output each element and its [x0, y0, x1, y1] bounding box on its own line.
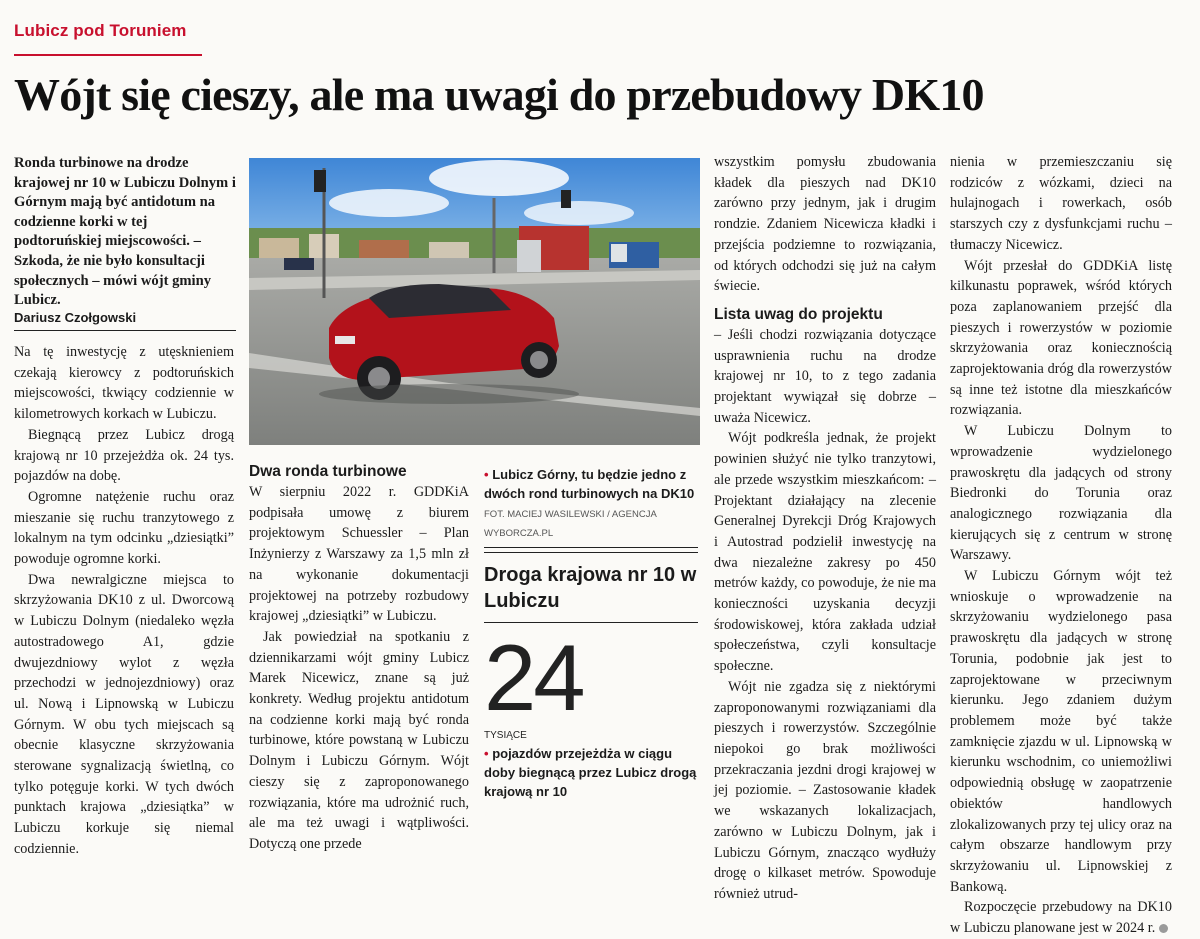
- column-4: [950, 152, 1172, 939]
- photo-credit: FOT. MACIEJ WASILEWSKI / AGENCJA WYBORCZA.PL: [484, 509, 657, 539]
- paragraph: W sierpniu 2022 r. GDDKiA podpisała umowę z biurem projektowym Schuessler – Plan Inżynierzy z Warszawy za 1,5 mln zł na wykonanie dokumentacji projektowej na potrzeby rozbudowy krajowej „dziesiątki” w Lubiczu.: [249, 484, 469, 625]
- section-label: Lubicz pod Toruniem: [14, 21, 187, 40]
- paragraph: Dwa newralgiczne miejsca to skrzyżowania DK10 z ul. Dworcową w Lubiczu Dolnym (niedaleko węzła autostradowego A1, gdzie dwujezdniowy wylot z węzła przechodzi w jednojezdniowy) oraz ul. Nową i Lipnowską w Lubiczu Górnym. W obu tych miejscach są obecnie klasyczne skrzyżowania sterowane sygnalizacją świetlną, co tylko potęguje korki. W tych dwóch punktach krajowa „dziesiątka” w Lubiczu korkuje się niemal codziennie.: [14, 571, 234, 857]
- article-photo: [249, 158, 700, 445]
- headline: Wójt się cieszy, ale ma uwagi do przebudowy DK10: [14, 69, 984, 120]
- column-3: [714, 152, 936, 905]
- photo-caption: [484, 465, 698, 503]
- byline-rule: [14, 330, 236, 331]
- infobox-text: [484, 744, 698, 801]
- paragraph: wszystkim pomysłu zbudowania kładek dla pieszych nad DK10 zarówno przy jednym, jak i drugim rondzie. Zdaniem Nicewicza kładki i przejścia podziemne to rozwiązania, od których odchodzi się już na całym świecie.: [714, 154, 936, 295]
- road-photo-illustration: [249, 158, 700, 445]
- paragraph: W Lubiczu Dolnym to wprowadzenie wydzielonego prawoskrętu dla jadących od strony Biedronki do Torunia oraz analogicznego rozwiązania dla kierujących się z centrum w stronę Warszawy.: [950, 423, 1172, 564]
- infobox-top-rule: [484, 547, 698, 553]
- column-1: [14, 342, 234, 860]
- paragraph: Ogromne natężenie ruchu oraz mieszanie się ruchu tranzytowego z lokalnym na tym odcinku „dziesiątki” powoduje ogromne korki.: [14, 488, 234, 568]
- closing-text: Rozpoczęcie przebudowy na DK10 w Lubiczu planowane jest w 2024 r.: [950, 899, 1172, 937]
- paragraph: [950, 897, 1172, 938]
- infobox-title: Droga krajowa nr 10 w Lubiczu: [484, 564, 697, 612]
- end-mark-icon: [1159, 924, 1168, 933]
- column-2: [249, 462, 469, 855]
- paragraph: Biegnącą przez Lubicz drogą krajową nr 10 przejeżdża ok. 24 tys. pojazdów na dobę.: [14, 426, 234, 485]
- subheading: Lista uwag do projektu: [714, 305, 883, 323]
- bullet-icon: •: [484, 467, 489, 482]
- paragraph: Wójt nie zgadza się z niektórymi zaproponowanymi rozwiązaniami dla pieszych i rowerzystów. Szczególnie niepokoi go brak możliwości przekraczania jezdni drogi krajowej w jej poziomie. – Zastosowanie kładek we wskazanych lokalizacjach, zarówno w Lubiczu Dolnym, jak i Lubiczu Górnym, znacząco wydłuży drogę o kilkaset metrów. Spowoduje również utrud-: [714, 678, 936, 902]
- paragraph: Jak powiedział na spotkaniu z dziennikarzami wójt gminy Lubicz Marek Nicewicz, znane są już konkrety. Według projektu antidotum na codzienne korki mają być ronda turbinowe, które powstaną w Lubiczu Dolnym i Lubiczu Górnym. Wójt cieszy się z zaproponowanego rozwiązania, które ma udrożnić ruch, ale ma też uwagi i wątpliwości. Dotyczą one przede: [249, 628, 469, 852]
- lead-paragraph: Ronda turbinowe na drodze krajowej nr 10 w Lubiczu Dolnym i Górnym mają być antidotum na codzienne korki w tej podtoruńskiej miejscowości. – Szkoda, że nie było konsultacji społecznych – mówi wójt gminy Lubicz.: [14, 155, 236, 309]
- section-underline: [14, 54, 202, 56]
- bullet-icon: •: [484, 746, 489, 761]
- author-byline: Dariusz Czołgowski: [14, 310, 137, 325]
- caption-text: Lubicz Górny, tu będzie jedno z dwóch rond turbinowych na DK10: [484, 467, 695, 501]
- infobox-number: 24: [484, 625, 583, 730]
- paragraph: Na tę inwestycję z utęsknieniem czekają kierowcy z podtoruńskich miejscowości, tkwiący codziennie w kilometrowych korkach w Lubiczu.: [14, 344, 234, 423]
- subheading: Dwa ronda turbinowe: [249, 463, 407, 480]
- paragraph: W Lubiczu Górnym wójt też wnioskuje o wprowadzenie na skrzyżowaniu wydzielonego pasa prawoskrętu dla jadących w stronę Torunia, podobnie jak jest to zaprojektowane w przeciwnym kierunku. Jego zdaniem dużym problemem może być także zamknięcie zjazdu w ul. Lipnowską w kierunku wschodnim, co uniemożliwi odpowiednią obsługę w zaopatrzenie obiektów handlowych zlokalizowanych przy tej ulicy oraz na całym obszarze handlowym przy skrzyżowaniu ul. Lipnowskiej z Bankową.: [950, 568, 1172, 895]
- paragraph: Wójt podkreśla jednak, że projekt powinien służyć nie tylko tranzytowi, ale przede wszystkim mieszkańcom: – Projektant działający na zlecenie Generalnej Dyrekcji Dróg Krajowych i Autostrad podzielił inwestycję na dwa niezależne zakresy po 450 metrów każdy, co powoduje, że nie ma konieczności uzyskania decyzji środowiskowej, która zakłada udział społeczeństwa, czyli konsultacje społeczne.: [714, 430, 936, 675]
- paragraph: Wójt przesłał do GDDKiA listę kilkunastu poprawek, wśród których poza zaplanowaniem przejść dla pieszych i rowerzystów w poziomie skrzyżowania oraz koniecznością zaprojektowania dróg dla rowerzystów są inne też istotne dla mieszkańców rozwiązania.: [950, 257, 1172, 419]
- infobox-text-body: pojazdów przejeżdża w ciągu doby biegnącą przez Lubicz drogą krajową nr 10: [484, 746, 697, 799]
- infobox-unit: TYSIĄCE: [484, 730, 527, 741]
- paragraph: nienia w przemieszczaniu się rodziców z wózkami, dzieci na hulajnogach i rowerkach, osób starszych czy z dysfunkcjami ruchu – tłumaczy Nicewicz.: [950, 154, 1172, 253]
- paragraph: – Jeśli chodzi rozwiązania dotyczące usprawnienia ruchu na drodze krajowej nr 10, to z tego zadania projektant wywiązał się dobrze – uważa Nicewicz.: [714, 326, 936, 426]
